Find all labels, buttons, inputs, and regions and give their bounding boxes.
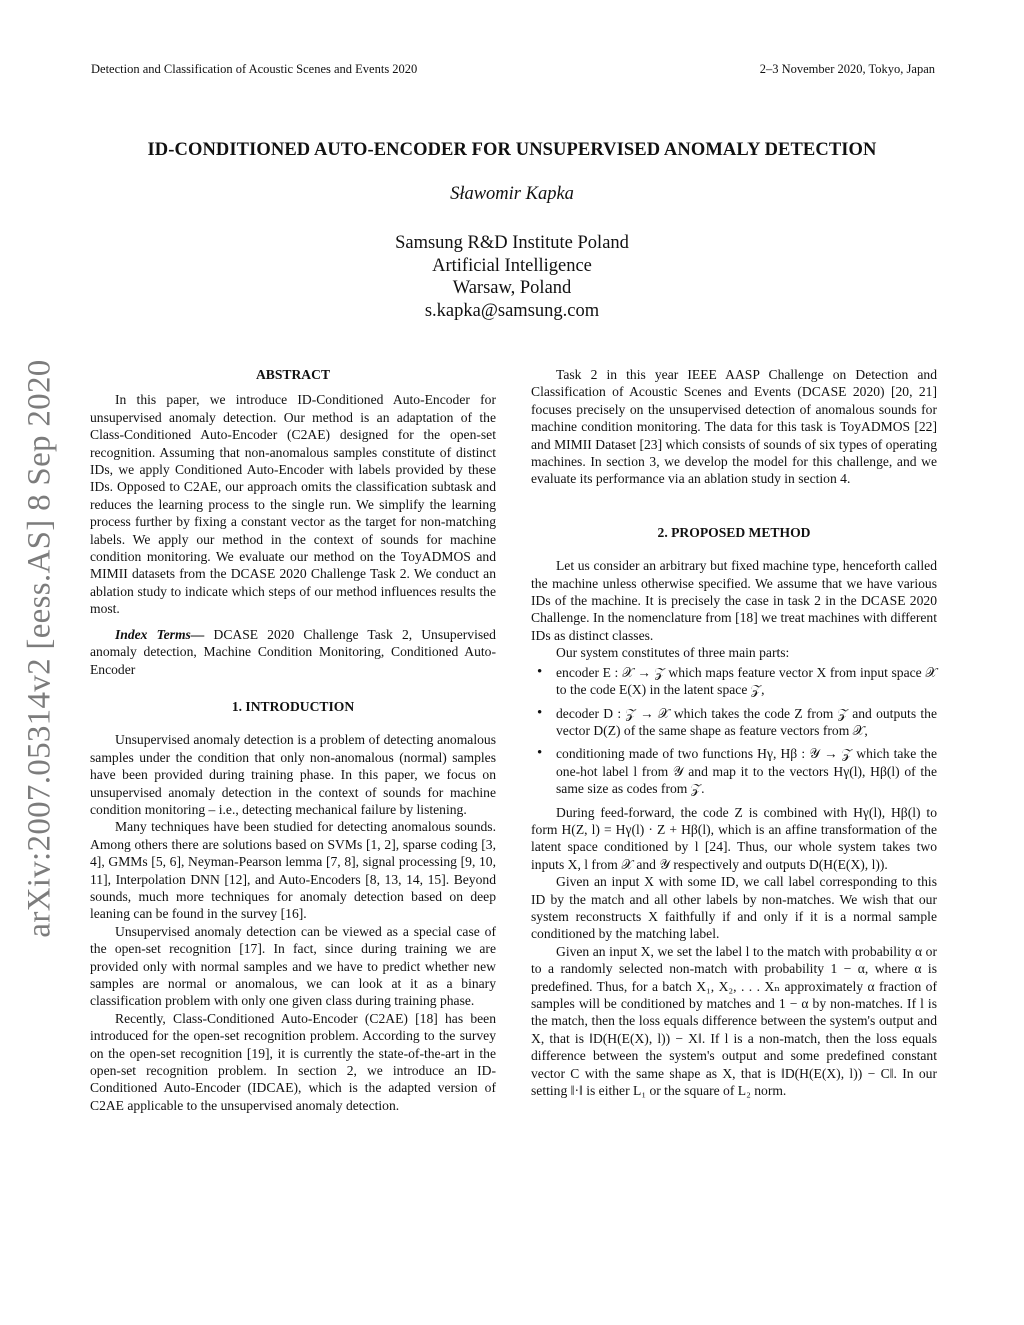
list-item: • encoder E : 𝒳 → 𝒵 which maps feature vector X from input space 𝒳 to the code E(X) in the latent space 𝒵, — [556, 664, 937, 699]
index-terms — [90, 626, 496, 678]
abstract-heading: ABSTRACT — [255, 367, 331, 382]
intro-paragraph-5: Task 2 in this year IEEE AASP Challenge on Detection and Classification of Acoustic Scenes and Events (DCASE 2020) [20, 21] focuses precisely on the unsupervised detection of anomalous sounds for machine condition monitoring. The data for this task is ToyADMOS [22] and MIMII Dataset [23] which consists of sounds of six types of operating machines. In section 3, we develop the model for this challenge, and we evaluate its performance via an ablation study in section 4. — [531, 367, 937, 487]
intro-paragraph-4: Recently, Class-Conditioned Auto-Encoder (C2AE) [18] has been introduced for the open-set recognition problem. According to the survey on the open-set recognition [19], it is currently the state-of-the-art in the open-set recognition problem. In section 2, we introduce an ID-Conditioned Auto-Encoder (IDCAE), which is the adapted version of C2AE applicable to the unsupervised anomaly detection. — [90, 1010, 496, 1113]
affiliation-city: Warsaw, Poland — [452, 278, 572, 298]
arxiv-identifier[interactable]: arXiv:2007.05314v2 [eess.AS] 8 Sep 2020 — [21, 358, 58, 938]
method-paragraph-1: Let us consider an arbitrary but fixed machine type, henceforth called the machine unless otherwise specified. We assume that we have various IDs of the machine. It is precisely the case in task 2 in the DCASE 2020 Challenge. In the nomenclature from [18] we treat machines with different IDs as distinct classes. — [531, 558, 937, 643]
method-paragraph-3: During feed-forward, the code Z is combined with Hγ(l), Hβ(l) to form H(Z, l) = Hγ(l) · Z + Hβ(l), which is an affine transformation of the latent space conditioned by l [24]. Thus, our whole system takes two inputs X, l from 𝒳 and 𝒴 respectively and outputs D(H(E(X), l)). — [531, 804, 937, 872]
right-column — [531, 366, 937, 1099]
intro-paragraph-1: Unsupervised anomaly detection is a problem of detecting anomalous samples under the condition that only non-anomalous (normal) samples have been provided during training phase. In this paper, we focus on unsupervised anomaly detection in the context of sounds for machine condition monitoring – i.e., detecting mechanical failure by listening. — [90, 732, 496, 817]
running-header-left: Detection and Classification of Acoustic Scenes and Events 2020 — [91, 62, 418, 76]
affiliation-dept: Artificial Intelligence — [432, 255, 592, 276]
abstract-text: In this paper, we introduce ID-Conditioned Auto-Encoder for unsupervised anomaly detection. Our method is an adaptation of the Class-Conditioned Auto-Encoder (C2AE) designed for the open-set recognition. Assuming that non-anomalous samples constitute of distinct IDs, we apply Conditioned Auto-Encoder with labels provided by these IDs. Opposed to C2AE, our approach omits the classification subtask and reduces the learning process to the single run. We simplify the learning process further by fixing a constant vector as the target for non-matching labels. We apply our method in the context of sounds for machine condition monitoring. We evaluate our method on the ToyADMOS and MIMII datasets from the DCASE 2020 Challenge Task 2. We conduct an ablation study to indicate which steps of our method influences results the most. — [90, 392, 496, 617]
intro-paragraph-2: Many techniques have been studied for detecting anomalous sounds. Among others there are solutions based on SVMs [1, 2], sparse coding [3, 4], GMMs [5, 6], Neyman-Pearson lemma [7, 8], signal processing [9, 10, 11], Interpolation DNN [12], and Auto-Encoders [8, 13, 14, 15]. Beyond sounds, much more techniques for anomaly detection based on deep leaning can be found in the survey [16]. — [90, 819, 496, 922]
affiliation-org: Samsung R&D Institute Poland — [395, 233, 629, 253]
list-item: • decoder D : 𝒵 → 𝒳 which takes the code Z from 𝒵 and outputs the vector D(Z) of the same shape as feature vectors from 𝒳, — [556, 705, 937, 740]
component-list — [531, 664, 937, 798]
left-column — [90, 366, 496, 1114]
method-paragraph-2: Our system constitutes of three main parts: — [556, 645, 790, 661]
author-email[interactable]: s.kapka@samsung.com — [424, 300, 600, 321]
running-header-right: 2–3 November 2020, Tokyo, Japan — [759, 62, 935, 76]
author-name: Sławomir Kapka — [450, 184, 574, 204]
method-heading: 2. PROPOSED METHOD — [657, 524, 811, 540]
list-item: • conditioning made of two functions Hγ, Hβ : 𝒴 → 𝒵 which take the one-hot label l from 𝒴 and map it to the vectors Hγ(l), Hβ(l) of the same size as codes from 𝒵. — [556, 745, 937, 797]
intro-paragraph-3: Unsupervised anomaly detection can be viewed as a special case of the open-set recognition [17]. In fact, since during training we are provided only with normal samples and we have to predict whether new samples are normal or anomalous, we can look at it as a binary classification problem with only one given class during training phase. — [90, 923, 496, 1009]
method-paragraph-4: Given an input X with some ID, we call label corresponding to this ID by the match and all other labels by non-matches. We wish that our system reconstructs X faithfully if and only if it is a normal sample conditioned by the matching label. — [531, 874, 937, 942]
index-terms-text: DCASE 2020 Challenge Task 2, Unsupervised anomaly detection, Machine Condition Monitoring, Conditioned Auto-Encoder — [90, 626, 496, 677]
index-terms-label: Index Terms— — [115, 626, 205, 642]
method-paragraph-5: Given an input X, we set the label l to the match with probability α or to a randomly selected non-match with probability 1 − α, where α is predefined. Thus, for a batch X₁, X₂, . . . Xₙ approximately α fraction of samples will be conditioned by matches and 1 − α by non-matches. If l is the match, then the loss equals difference between the system's output and X, that is ‖D(H(E(X), l)) − X‖. If l is a non-match, then the loss equals difference between the system's output and some predefined constant vector C with the same shape as X, that is ‖D(H(E(X), l)) − C‖. In our setting ‖·‖ is either L₁ or the square of L₂ norm. — [531, 943, 937, 1099]
arxiv-sidebar — [18, 352, 62, 944]
intro-heading: 1. INTRODUCTION — [231, 698, 355, 714]
paper-title: ID-CONDITIONED AUTO-ENCODER FOR UNSUPERVISED ANOMALY DETECTION — [147, 140, 877, 160]
affiliation-block — [0, 232, 1024, 322]
